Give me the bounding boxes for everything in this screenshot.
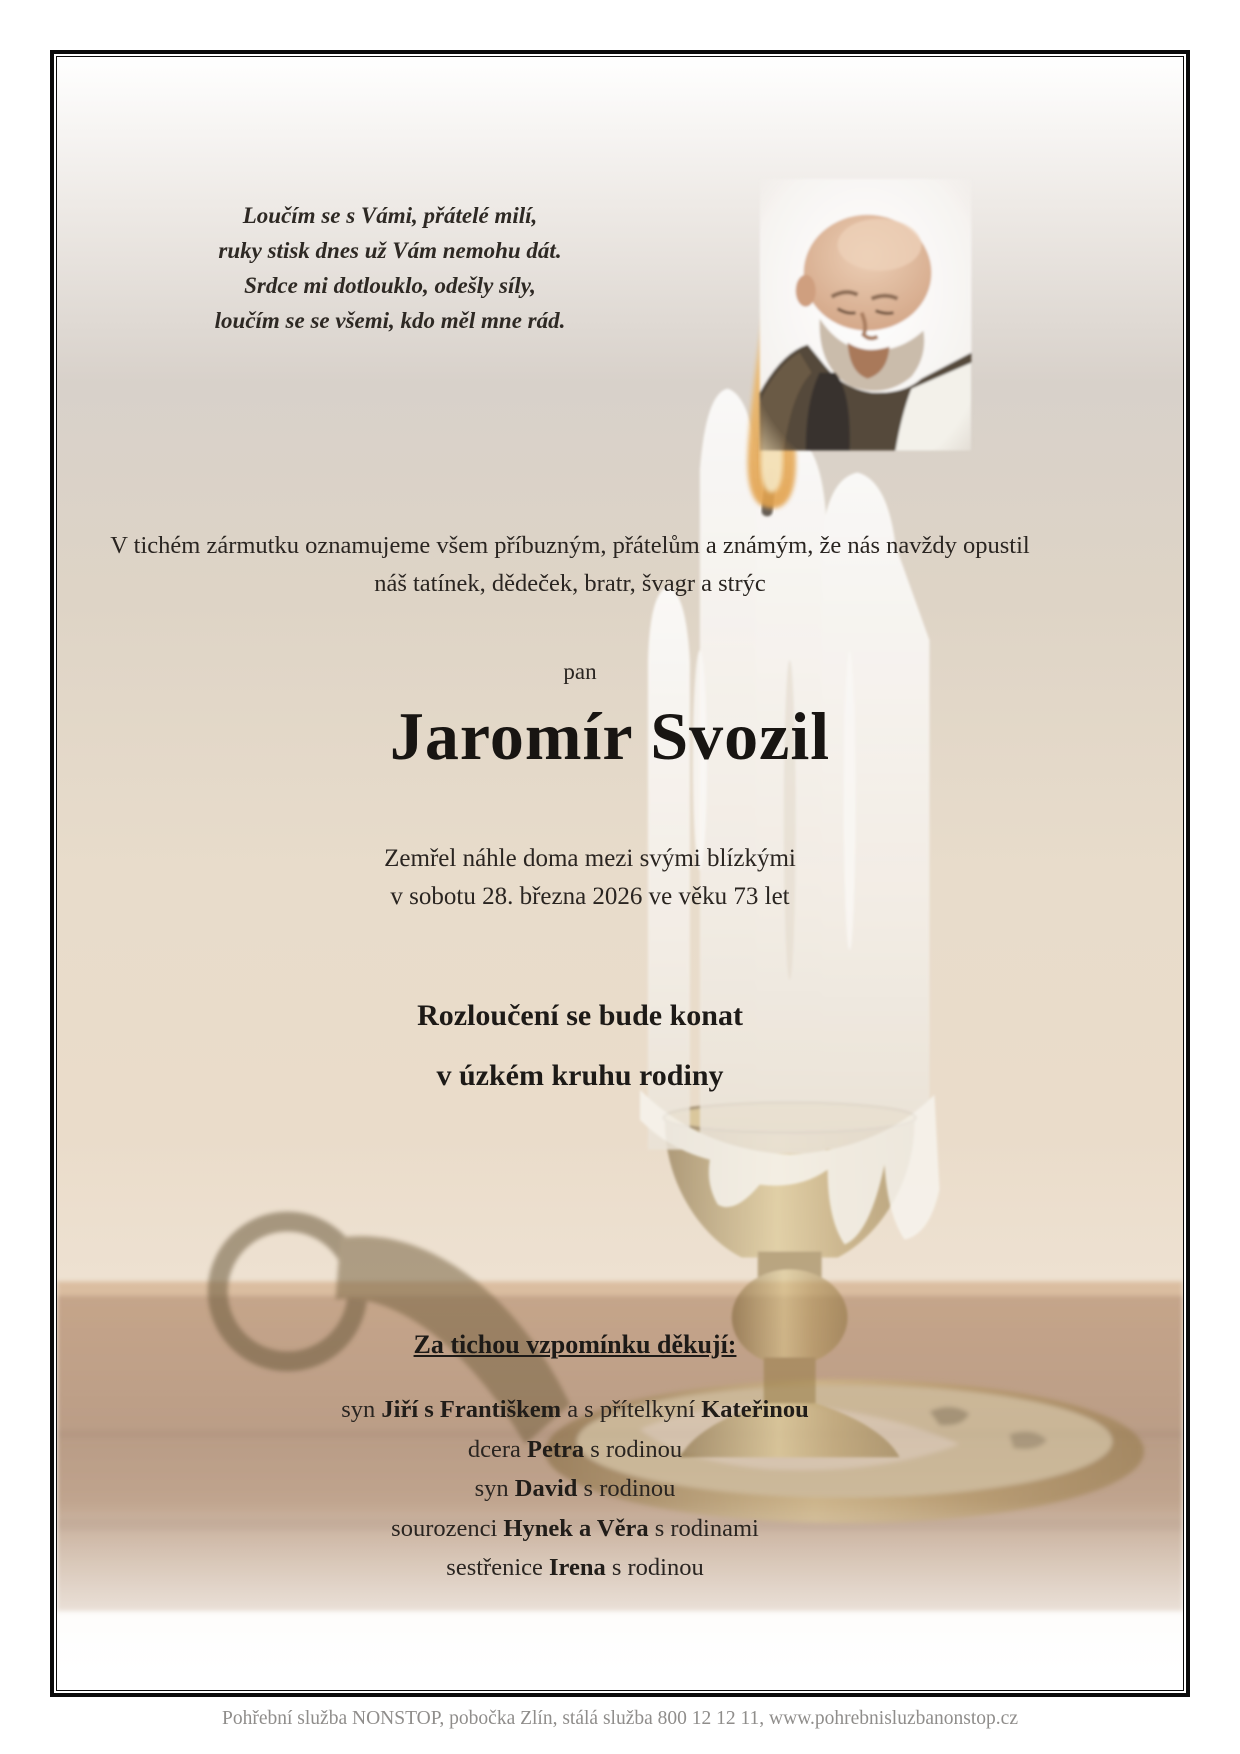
- relation-label: syn: [341, 1396, 382, 1423]
- relation-label: a s přítelkyní: [561, 1396, 702, 1423]
- relation-label: s rodinami: [648, 1514, 759, 1542]
- relation-label: sestřenice: [446, 1554, 549, 1581]
- relation-label: s rodinou: [584, 1435, 683, 1463]
- relation-label: s rodinou: [605, 1554, 704, 1581]
- relation-label: s rodinou: [577, 1475, 676, 1502]
- relation-label: dcera: [467, 1435, 528, 1463]
- mourner-name: Petra: [527, 1435, 585, 1463]
- portrait-photo: [760, 179, 972, 451]
- mourner-name: Irena: [549, 1554, 606, 1581]
- ceremony-line: v úzkém kruhu rodiny: [436, 1059, 724, 1092]
- poem-line: Srdce mi dotlouklo, odešly síly,: [244, 273, 536, 298]
- death-details-line: Zemřel náhle doma mezi svými blízkými: [384, 845, 796, 872]
- mourner-line: [0, 1509, 1150, 1549]
- announcement-line: V tichém zármutku oznamujeme všem příbuzným, přátelům a známým, že nás navždy opustil: [110, 532, 1030, 559]
- funeral-service-footer: Pohřební služba NONSTOP, pobočka Zlín, stálá služba 800 12 12 11, www.pohrebnisluzbanonstop.cz: [222, 1708, 1018, 1729]
- death-details: [0, 840, 1180, 916]
- deceased-name: Jaromír Svozil: [389, 698, 831, 774]
- mourner-line: [0, 1469, 1150, 1509]
- announcement-line: náš tatínek, dědeček, bratr, švagr a strýc: [374, 570, 766, 597]
- farewell-poem: [60, 198, 720, 338]
- relation-label: syn: [474, 1475, 515, 1502]
- mourner-line: [0, 1430, 1150, 1470]
- mourners-list: [0, 1390, 1150, 1588]
- poem-line: loučím se se všemi, kdo měl mne rád.: [214, 308, 566, 333]
- poem-line: Loučím se s Vámi, přátelé milí,: [242, 203, 538, 228]
- mourner-name: David: [514, 1475, 578, 1502]
- ceremony-line: Rozloučení se bude konat: [417, 999, 743, 1032]
- mourner-name: Jiří s Františkem: [381, 1396, 562, 1423]
- poem-line: ruky stisk dnes už Vám nemohu dát.: [218, 238, 562, 263]
- death-announcement: [0, 527, 1140, 603]
- thanks-heading: Za tichou vzpomínku děkují:: [413, 1330, 737, 1359]
- mourner-name: Kateřinou: [701, 1396, 809, 1423]
- title-prefix: pan: [563, 659, 597, 684]
- death-details-line: v sobotu 28. března 2026 ve věku 73 let: [390, 883, 790, 910]
- mourner-name: Hynek a Věra: [503, 1514, 649, 1542]
- mourner-line: [0, 1390, 1150, 1430]
- mourner-line: [0, 1548, 1150, 1588]
- relation-label: sourozenci: [391, 1514, 504, 1542]
- ceremony-info: [0, 986, 1160, 1106]
